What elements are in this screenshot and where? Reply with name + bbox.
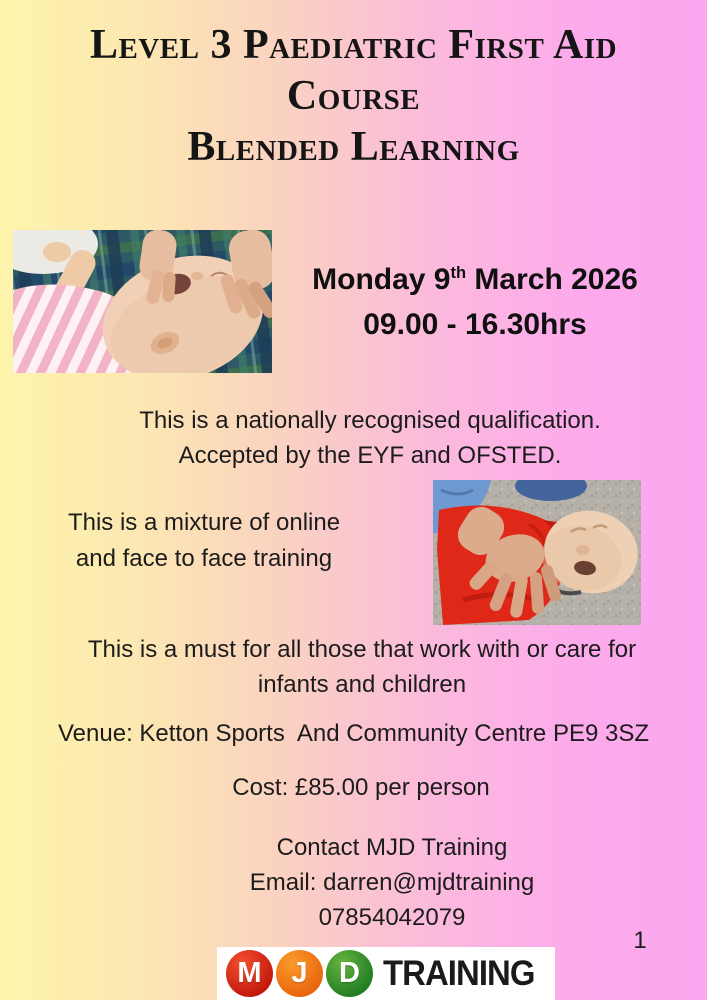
child-nose (576, 545, 590, 555)
infant-nose (191, 272, 203, 280)
date-ordinal: th (450, 264, 467, 282)
cost-text: Cost: £85.00 per person (232, 774, 490, 801)
date-text: Monday 9 (312, 263, 451, 296)
logo-letter-d: D (339, 957, 360, 989)
logo-letter-m-icon (226, 950, 273, 997)
date-text-suffix: March 2026 (466, 263, 638, 296)
qualification-line-1: This is a nationally recognised qualification. (139, 407, 601, 434)
title-line-3: Blended Learning (187, 124, 520, 170)
audience-text (18, 632, 706, 702)
logo-wordmark: TRAINING (383, 953, 535, 993)
page-number: 1 (633, 927, 647, 954)
mixture-line-2: and face to face training (75, 545, 333, 572)
logo-letter-m: M (237, 957, 262, 989)
page-title (0, 20, 707, 173)
mjd-training-logo (217, 947, 555, 1000)
qualification-text (33, 403, 707, 473)
audience-line-1: This is a must for all those that work with or care for (87, 636, 637, 663)
child-cpr-photo (433, 480, 641, 625)
infant-hand (43, 242, 71, 262)
venue-text: Venue: Ketton Sports And Community Centre PE9 3SZ (58, 720, 649, 747)
contact-email: Email: darren@mjdtraining (249, 869, 535, 896)
course-time: 09.00 - 16.30hrs (363, 308, 587, 341)
logo-letter-j-icon (276, 950, 323, 997)
course-schedule (268, 251, 682, 347)
title-line-2: Course (286, 73, 421, 119)
mixture-text (28, 505, 380, 577)
contact-block (77, 830, 707, 935)
logo-letter-j: J (291, 957, 308, 989)
contact-phone: 07854042079 (318, 904, 466, 931)
title-line-1: Level 3 Paediatric First Aid (89, 22, 618, 68)
course-date (268, 251, 682, 302)
mixture-line-1: This is a mixture of online (67, 509, 341, 536)
audience-line-2: infants and children (257, 671, 467, 698)
contact-name: Contact MJD Training (276, 834, 508, 861)
qualification-line-2: Accepted by the EYF and OFSTED. (178, 442, 562, 469)
infant-cpr-photo (13, 230, 272, 373)
logo-letter-d-icon (326, 950, 373, 997)
